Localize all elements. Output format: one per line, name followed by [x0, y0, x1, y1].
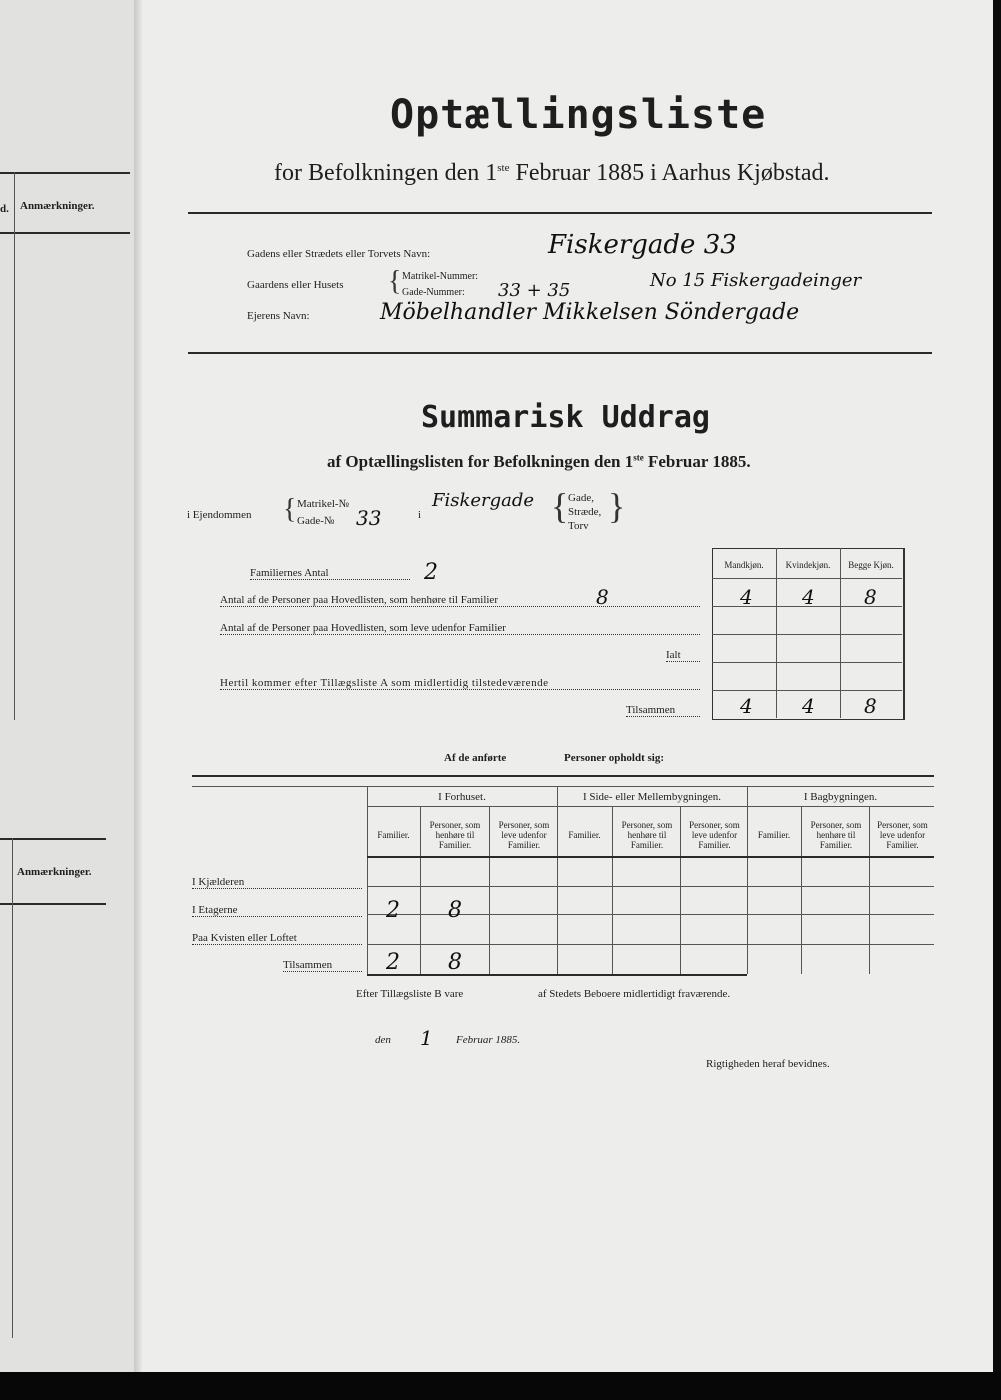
property-street-value: Fiskergade — [432, 490, 535, 511]
certify-text: Rigtigheden heraf bevidnes. — [706, 1058, 830, 1070]
left-rule-mid — [0, 838, 106, 840]
residence-top-rule — [192, 775, 934, 777]
summary-title: Summarisk Uddrag — [421, 400, 710, 435]
col-mand: Mandkjøn. — [724, 560, 764, 570]
owner-value: Möbelhandler Mikkelsen Söndergade — [380, 300, 800, 325]
res-col-h — [801, 806, 802, 974]
row5-begge: 8 — [864, 694, 877, 718]
res-col-c — [489, 806, 490, 974]
street-type-brace: { — [551, 486, 569, 526]
property-in-label: i — [418, 509, 422, 521]
row-tilsammen: Tilsammen — [283, 959, 362, 972]
property-brace: { — [283, 494, 297, 525]
row-kvist: Paa Kvisten eller Loftet — [192, 932, 362, 945]
property-gade-value: 33 — [356, 506, 382, 530]
row5-mand: 4 — [740, 694, 753, 718]
address-rule — [188, 352, 932, 354]
row1-begge: 8 — [864, 585, 877, 609]
counts-row-line4 — [712, 690, 902, 691]
street-type-brace-close: } — [608, 486, 626, 526]
row1-label: Antal af de Personer paa Hovedlisten, som henhøre til Familier — [220, 594, 700, 607]
left-rule-mid2 — [0, 903, 106, 905]
house-label: Gaardens eller Husets — [247, 279, 344, 291]
house-matrikel-label: Matrikel-Nummer: — [402, 271, 479, 282]
left-header-bottom: Anmærkninger. — [17, 866, 92, 878]
res-row1 — [367, 886, 934, 887]
owner-label: Ejerens Navn: — [247, 310, 310, 322]
res-col-e — [612, 806, 613, 974]
tilsammen-persons: 8 — [448, 950, 462, 975]
row1-kvinde: 4 — [802, 585, 815, 609]
res-col-b — [420, 806, 421, 974]
date-den: den — [375, 1034, 391, 1046]
type-torv: Torv — [568, 520, 589, 532]
g1-hen: Personer, som henhøre til Familier. — [429, 820, 481, 850]
row3-label: Ialt — [666, 649, 700, 662]
g1-fam: Familier. — [377, 830, 410, 840]
col-kvinde: Kvindekjøn. — [785, 560, 831, 570]
left-fragment-text: d. — [0, 203, 9, 215]
house-matrikel-value: No 15 Fiskergadeinger — [650, 270, 862, 291]
scan-border — [0, 1372, 1001, 1400]
street-label: Gadens eller Strædets eller Torvets Navn: — [247, 248, 431, 260]
res-line-top — [192, 786, 934, 787]
res-col-i — [869, 806, 870, 974]
tillaeg-text-b: af Stedets Beboere midlertidigt fraværende. — [538, 988, 731, 1000]
row-kjaelder: I Kjælderen — [192, 876, 362, 889]
g3-fam: Familier. — [757, 830, 791, 840]
row1-inline-value: 8 — [596, 585, 609, 609]
page-title: Optællingsliste — [390, 92, 767, 138]
g2-fam: Familier. — [568, 830, 601, 840]
left-column-line2 — [12, 838, 13, 1338]
left-column-line — [14, 172, 15, 720]
header-rule — [188, 212, 932, 214]
tilsammen-families: 2 — [386, 950, 400, 975]
g3-hen: Personer, som henhøre til Familier. — [810, 820, 862, 850]
property-matrikel-label: Matrikel-№ — [297, 498, 350, 510]
row5-kvinde: 4 — [802, 694, 815, 718]
row-etager: I Etagerne — [192, 904, 362, 917]
counts-head-line — [712, 578, 902, 579]
counts-row-line3 — [712, 662, 902, 663]
g2-udf: Personer, som leve udenfor Familier. — [689, 820, 740, 850]
row2-label: Antal af de Personer paa Hovedlisten, som leve udenfor Familier — [220, 622, 700, 635]
res-col-g — [747, 786, 748, 974]
counts-col-line2 — [840, 548, 841, 718]
res-col-f — [680, 806, 681, 974]
type-gade: Gade, — [568, 492, 594, 504]
row4-label: Hertil kommer efter Tillægsliste A som midlertidig tilstedeværende — [220, 677, 700, 690]
families-label: Familiernes Antal — [250, 567, 410, 580]
tillaeg-text-a: Efter Tillægsliste B vare — [356, 988, 464, 1000]
group-sidebygning: I Side- eller Mellembygningen. — [582, 791, 722, 803]
res-bottom — [367, 974, 747, 976]
g2-hen: Personer, som henhøre til Familier. — [621, 820, 673, 850]
type-straede: Stræde, — [568, 506, 602, 518]
group-forhuset: I Forhuset. — [438, 791, 486, 803]
property-gade-label: Gade-№ — [297, 515, 335, 527]
date-day: 1 — [420, 1026, 433, 1050]
etager-persons: 8 — [448, 898, 462, 923]
page-subtitle: for Befolkningen den 1ste Februar 1885 i Aarhus Kjøbstad. — [274, 160, 830, 186]
families-value: 2 — [424, 560, 438, 585]
res-col-a — [367, 786, 368, 974]
left-rule-top2 — [0, 232, 130, 234]
left-header-top: Anmærkninger. — [20, 200, 95, 212]
house-gade-label: Gade-Nummer: — [402, 287, 465, 298]
res-line-head — [367, 856, 934, 858]
house-gade-value: 33 + 35 — [498, 280, 571, 301]
left-rule-top — [0, 172, 130, 174]
street-value: Fiskergade 33 — [548, 230, 737, 260]
row1-mand: 4 — [740, 585, 753, 609]
col-begge: Begge Kjøn. — [848, 560, 894, 570]
g1-udf: Personer, som leve udenfor Familier. — [498, 820, 550, 850]
summary-subtitle: af Optællingslisten for Befolkningen den 1ste Februar 1885. — [327, 452, 751, 471]
date-month: Februar 1885. — [456, 1034, 521, 1046]
property-label: i Ejendommen — [187, 509, 252, 521]
group-bagbygning: I Bagbygningen. — [803, 791, 878, 803]
counts-row-line2 — [712, 634, 902, 635]
res-col-d — [557, 786, 558, 974]
g3-udf: Personer, som leve udenfor Familier. — [877, 820, 928, 850]
res-line-groups — [367, 806, 934, 807]
res-row3 — [367, 944, 934, 945]
counts-col-line1 — [776, 548, 777, 718]
row5-label: Tilsammen — [626, 704, 700, 717]
etager-families: 2 — [386, 898, 400, 923]
house-brace: { — [388, 266, 402, 297]
residence-intro-a: Af de anførte — [444, 752, 507, 764]
residence-intro-b: Personer opholdt sig: — [564, 752, 665, 764]
